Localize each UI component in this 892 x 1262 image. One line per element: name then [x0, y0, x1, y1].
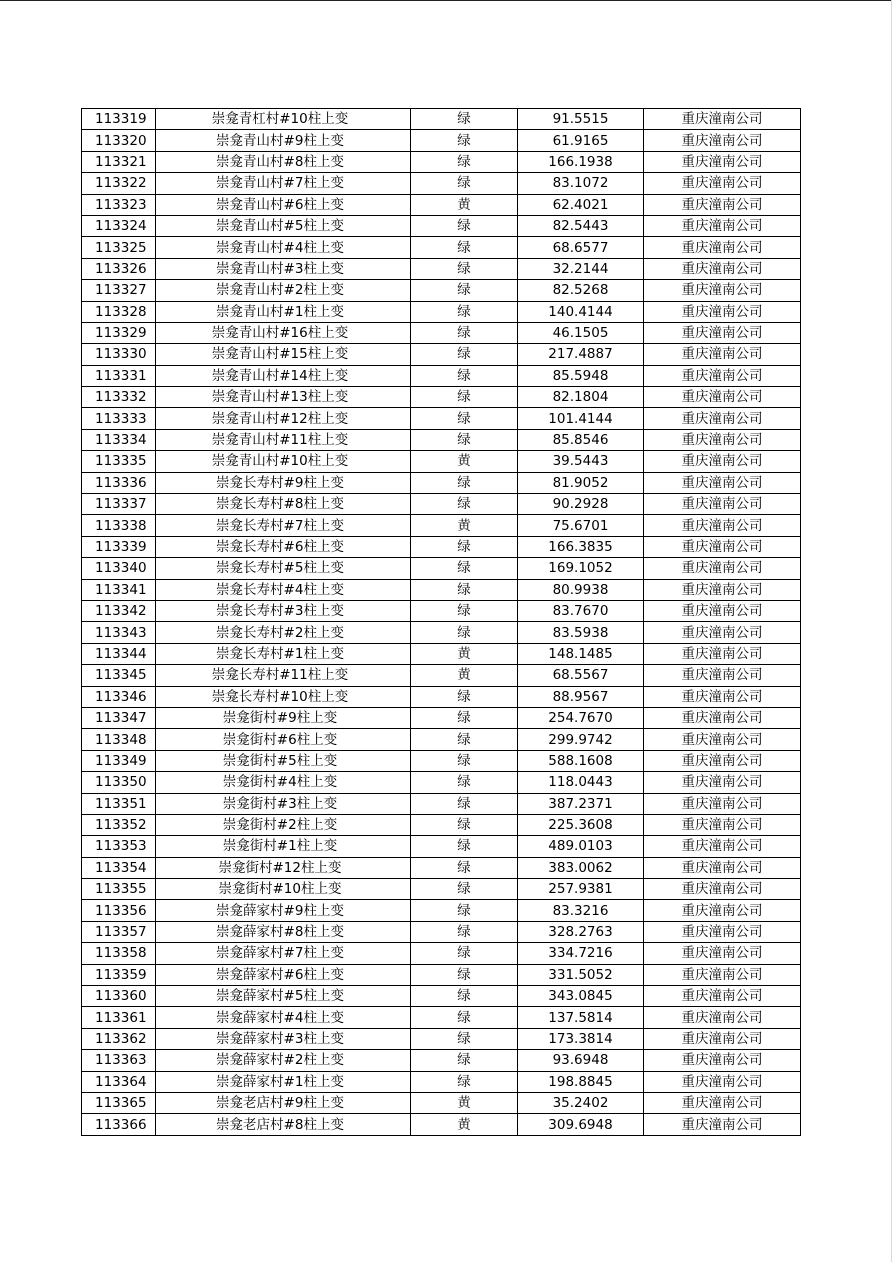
cell-status: 绿	[411, 1071, 518, 1092]
cell-transformer-name: 崇龛青山村#7柱上变	[156, 173, 411, 194]
cell-transformer-name: 崇龛青山村#13柱上变	[156, 387, 411, 408]
cell-value: 90.2928	[518, 494, 644, 515]
cell-company: 重庆潼南公司	[644, 536, 801, 557]
cell-company: 重庆潼南公司	[644, 344, 801, 365]
cell-company: 重庆潼南公司	[644, 921, 801, 942]
table-row	[82, 280, 801, 301]
cell-transformer-name: 崇龛青山村#16柱上变	[156, 322, 411, 343]
cell-id: 113365	[82, 1092, 156, 1113]
cell-status: 黄	[411, 1114, 518, 1135]
cell-value: 83.1072	[518, 173, 644, 194]
cell-id: 113321	[82, 151, 156, 172]
table-row	[82, 921, 801, 942]
cell-id: 113342	[82, 600, 156, 621]
cell-transformer-name: 崇龛街村#10柱上变	[156, 879, 411, 900]
cell-transformer-name: 崇龛长寿村#5柱上变	[156, 558, 411, 579]
cell-transformer-name: 崇龛长寿村#2柱上变	[156, 622, 411, 643]
table-row	[82, 686, 801, 707]
cell-transformer-name: 崇龛青山村#10柱上变	[156, 451, 411, 472]
cell-id: 113356	[82, 900, 156, 921]
cell-status: 黄	[411, 194, 518, 215]
cell-transformer-name: 崇龛青山村#12柱上变	[156, 408, 411, 429]
cell-company: 重庆潼南公司	[644, 943, 801, 964]
cell-status: 黄	[411, 665, 518, 686]
cell-company: 重庆潼南公司	[644, 879, 801, 900]
cell-id: 113366	[82, 1114, 156, 1135]
cell-company: 重庆潼南公司	[644, 857, 801, 878]
cell-value: 148.1485	[518, 643, 644, 664]
cell-id: 113347	[82, 707, 156, 728]
cell-transformer-name: 崇龛青山村#11柱上变	[156, 429, 411, 450]
cell-id: 113333	[82, 408, 156, 429]
cell-company: 重庆潼南公司	[644, 772, 801, 793]
cell-id: 113320	[82, 130, 156, 151]
cell-company: 重庆潼南公司	[644, 472, 801, 493]
cell-transformer-name: 崇龛青山村#2柱上变	[156, 280, 411, 301]
cell-id: 113350	[82, 772, 156, 793]
table-row	[82, 258, 801, 279]
cell-value: 137.5814	[518, 1007, 644, 1028]
table-row	[82, 429, 801, 450]
cell-transformer-name: 崇龛街村#3柱上变	[156, 793, 411, 814]
cell-id: 113331	[82, 365, 156, 386]
cell-transformer-name: 崇龛街村#1柱上变	[156, 836, 411, 857]
table-row	[82, 365, 801, 386]
cell-value: 257.9381	[518, 879, 644, 900]
cell-id: 113332	[82, 387, 156, 408]
cell-value: 343.0845	[518, 986, 644, 1007]
cell-value: 83.7670	[518, 600, 644, 621]
table-row	[82, 322, 801, 343]
table-row	[82, 1007, 801, 1028]
cell-status: 绿	[411, 729, 518, 750]
cell-transformer-name: 崇龛薛家村#1柱上变	[156, 1071, 411, 1092]
table-row	[82, 814, 801, 835]
cell-id: 113319	[82, 109, 156, 130]
cell-status: 绿	[411, 344, 518, 365]
table-row	[82, 494, 801, 515]
table-row	[82, 387, 801, 408]
cell-id: 113348	[82, 729, 156, 750]
cell-id: 113358	[82, 943, 156, 964]
cell-status: 绿	[411, 943, 518, 964]
table-row	[82, 793, 801, 814]
cell-company: 重庆潼南公司	[644, 429, 801, 450]
cell-id: 113337	[82, 494, 156, 515]
cell-transformer-name: 崇龛长寿村#6柱上变	[156, 536, 411, 557]
cell-company: 重庆潼南公司	[644, 1050, 801, 1071]
table-row	[82, 194, 801, 215]
table-row	[82, 600, 801, 621]
cell-status: 黄	[411, 515, 518, 536]
cell-value: 198.8845	[518, 1071, 644, 1092]
cell-value: 254.7670	[518, 707, 644, 728]
cell-company: 重庆潼南公司	[644, 729, 801, 750]
cell-company: 重庆潼南公司	[644, 258, 801, 279]
cell-id: 113364	[82, 1071, 156, 1092]
cell-status: 绿	[411, 1007, 518, 1028]
table-row	[82, 173, 801, 194]
cell-transformer-name: 崇龛薛家村#6柱上变	[156, 964, 411, 985]
cell-value: 93.6948	[518, 1050, 644, 1071]
cell-company: 重庆潼南公司	[644, 515, 801, 536]
cell-id: 113327	[82, 280, 156, 301]
cell-value: 85.5948	[518, 365, 644, 386]
cell-id: 113335	[82, 451, 156, 472]
cell-company: 重庆潼南公司	[644, 1114, 801, 1135]
cell-value: 39.5443	[518, 451, 644, 472]
cell-transformer-name: 崇龛青山村#6柱上变	[156, 194, 411, 215]
cell-id: 113323	[82, 194, 156, 215]
cell-status: 绿	[411, 964, 518, 985]
cell-status: 绿	[411, 258, 518, 279]
cell-value: 166.3835	[518, 536, 644, 557]
table-row	[82, 1114, 801, 1135]
cell-value: 82.5268	[518, 280, 644, 301]
table-row	[82, 943, 801, 964]
cell-id: 113345	[82, 665, 156, 686]
cell-status: 绿	[411, 558, 518, 579]
cell-company: 重庆潼南公司	[644, 643, 801, 664]
cell-status: 绿	[411, 857, 518, 878]
cell-company: 重庆潼南公司	[644, 194, 801, 215]
cell-id: 113341	[82, 579, 156, 600]
table-row	[82, 151, 801, 172]
table-row	[82, 750, 801, 771]
cell-status: 绿	[411, 622, 518, 643]
cell-value: 101.4144	[518, 408, 644, 429]
cell-id: 113346	[82, 686, 156, 707]
cell-id: 113362	[82, 1028, 156, 1049]
cell-status: 绿	[411, 900, 518, 921]
cell-id: 113353	[82, 836, 156, 857]
cell-id: 113338	[82, 515, 156, 536]
cell-id: 113349	[82, 750, 156, 771]
cell-company: 重庆潼南公司	[644, 1071, 801, 1092]
cell-company: 重庆潼南公司	[644, 387, 801, 408]
transformer-table	[81, 108, 801, 1136]
cell-company: 重庆潼南公司	[644, 793, 801, 814]
cell-company: 重庆潼南公司	[644, 836, 801, 857]
cell-status: 绿	[411, 387, 518, 408]
cell-value: 35.2402	[518, 1092, 644, 1113]
cell-company: 重庆潼南公司	[644, 494, 801, 515]
table-row	[82, 130, 801, 151]
cell-transformer-name: 崇龛薛家村#8柱上变	[156, 921, 411, 942]
cell-id: 113325	[82, 237, 156, 258]
cell-status: 绿	[411, 109, 518, 130]
cell-id: 113343	[82, 622, 156, 643]
table-row	[82, 772, 801, 793]
cell-status: 绿	[411, 600, 518, 621]
cell-company: 重庆潼南公司	[644, 707, 801, 728]
cell-value: 140.4144	[518, 301, 644, 322]
cell-status: 绿	[411, 772, 518, 793]
cell-transformer-name: 崇龛薛家村#2柱上变	[156, 1050, 411, 1071]
cell-company: 重庆潼南公司	[644, 130, 801, 151]
cell-transformer-name: 崇龛青山村#3柱上变	[156, 258, 411, 279]
cell-value: 331.5052	[518, 964, 644, 985]
cell-company: 重庆潼南公司	[644, 408, 801, 429]
cell-transformer-name: 崇龛长寿村#3柱上变	[156, 600, 411, 621]
cell-transformer-name: 崇龛青山村#15柱上变	[156, 344, 411, 365]
table-row	[82, 1050, 801, 1071]
cell-value: 88.9567	[518, 686, 644, 707]
cell-value: 387.2371	[518, 793, 644, 814]
table-row	[82, 579, 801, 600]
cell-value: 80.9938	[518, 579, 644, 600]
table-row	[82, 986, 801, 1007]
cell-company: 重庆潼南公司	[644, 173, 801, 194]
cell-transformer-name: 崇龛长寿村#10柱上变	[156, 686, 411, 707]
table-body	[82, 109, 801, 1136]
cell-status: 黄	[411, 643, 518, 664]
table-row	[82, 472, 801, 493]
cell-company: 重庆潼南公司	[644, 558, 801, 579]
table-row	[82, 215, 801, 236]
cell-id: 113324	[82, 215, 156, 236]
page-top-border	[0, 0, 892, 1]
cell-status: 绿	[411, 836, 518, 857]
cell-id: 113359	[82, 964, 156, 985]
table-row	[82, 622, 801, 643]
table-row	[82, 729, 801, 750]
cell-value: 489.0103	[518, 836, 644, 857]
table-row	[82, 879, 801, 900]
cell-transformer-name: 崇龛薛家村#5柱上变	[156, 986, 411, 1007]
cell-status: 绿	[411, 237, 518, 258]
cell-status: 绿	[411, 408, 518, 429]
cell-value: 68.6577	[518, 237, 644, 258]
cell-company: 重庆潼南公司	[644, 814, 801, 835]
table-row	[82, 900, 801, 921]
cell-transformer-name: 崇龛长寿村#1柱上变	[156, 643, 411, 664]
cell-company: 重庆潼南公司	[644, 451, 801, 472]
table-row	[82, 857, 801, 878]
cell-company: 重庆潼南公司	[644, 322, 801, 343]
table-row	[82, 408, 801, 429]
cell-company: 重庆潼南公司	[644, 900, 801, 921]
cell-value: 383.0062	[518, 857, 644, 878]
cell-id: 113355	[82, 879, 156, 900]
cell-value: 82.5443	[518, 215, 644, 236]
cell-id: 113329	[82, 322, 156, 343]
cell-value: 334.7216	[518, 943, 644, 964]
cell-value: 62.4021	[518, 194, 644, 215]
cell-status: 绿	[411, 750, 518, 771]
cell-company: 重庆潼南公司	[644, 579, 801, 600]
cell-company: 重庆潼南公司	[644, 750, 801, 771]
cell-status: 绿	[411, 986, 518, 1007]
cell-id: 113352	[82, 814, 156, 835]
cell-company: 重庆潼南公司	[644, 686, 801, 707]
cell-company: 重庆潼南公司	[644, 1092, 801, 1113]
cell-status: 绿	[411, 536, 518, 557]
table-row	[82, 665, 801, 686]
cell-company: 重庆潼南公司	[644, 1007, 801, 1028]
cell-id: 113354	[82, 857, 156, 878]
cell-status: 绿	[411, 280, 518, 301]
cell-status: 绿	[411, 215, 518, 236]
cell-id: 113330	[82, 344, 156, 365]
cell-company: 重庆潼南公司	[644, 986, 801, 1007]
cell-company: 重庆潼南公司	[644, 365, 801, 386]
cell-value: 68.5567	[518, 665, 644, 686]
table-row	[82, 643, 801, 664]
table-row	[82, 836, 801, 857]
cell-company: 重庆潼南公司	[644, 665, 801, 686]
table-row	[82, 1028, 801, 1049]
cell-transformer-name: 崇龛街村#5柱上变	[156, 750, 411, 771]
cell-status: 绿	[411, 301, 518, 322]
cell-transformer-name: 崇龛薛家村#4柱上变	[156, 1007, 411, 1028]
cell-id: 113344	[82, 643, 156, 664]
cell-company: 重庆潼南公司	[644, 1028, 801, 1049]
cell-status: 绿	[411, 130, 518, 151]
table-row	[82, 1092, 801, 1113]
table-row	[82, 964, 801, 985]
cell-value: 169.1052	[518, 558, 644, 579]
cell-transformer-name: 崇龛青山村#5柱上变	[156, 215, 411, 236]
cell-transformer-name: 崇龛青杠村#10柱上变	[156, 109, 411, 130]
cell-transformer-name: 崇龛青山村#8柱上变	[156, 151, 411, 172]
cell-value: 83.3216	[518, 900, 644, 921]
cell-value: 217.4887	[518, 344, 644, 365]
cell-company: 重庆潼南公司	[644, 301, 801, 322]
cell-id: 113357	[82, 921, 156, 942]
cell-transformer-name: 崇龛长寿村#7柱上变	[156, 515, 411, 536]
cell-value: 328.2763	[518, 921, 644, 942]
cell-value: 46.1505	[518, 322, 644, 343]
cell-transformer-name: 崇龛青山村#4柱上变	[156, 237, 411, 258]
table-row	[82, 301, 801, 322]
cell-value: 225.3608	[518, 814, 644, 835]
cell-status: 绿	[411, 707, 518, 728]
cell-value: 309.6948	[518, 1114, 644, 1135]
cell-transformer-name: 崇龛青山村#14柱上变	[156, 365, 411, 386]
cell-value: 75.6701	[518, 515, 644, 536]
cell-value: 118.0443	[518, 772, 644, 793]
table-row	[82, 344, 801, 365]
cell-transformer-name: 崇龛薛家村#7柱上变	[156, 943, 411, 964]
cell-id: 113334	[82, 429, 156, 450]
cell-transformer-name: 崇龛青山村#1柱上变	[156, 301, 411, 322]
cell-company: 重庆潼南公司	[644, 600, 801, 621]
cell-transformer-name: 崇龛老店村#9柱上变	[156, 1092, 411, 1113]
cell-value: 83.5938	[518, 622, 644, 643]
cell-transformer-name: 崇龛长寿村#11柱上变	[156, 665, 411, 686]
cell-id: 113326	[82, 258, 156, 279]
cell-value: 588.1608	[518, 750, 644, 771]
cell-company: 重庆潼南公司	[644, 280, 801, 301]
cell-company: 重庆潼南公司	[644, 237, 801, 258]
cell-id: 113328	[82, 301, 156, 322]
cell-status: 绿	[411, 1050, 518, 1071]
table-row	[82, 451, 801, 472]
cell-transformer-name: 崇龛街村#4柱上变	[156, 772, 411, 793]
cell-transformer-name: 崇龛街村#9柱上变	[156, 707, 411, 728]
cell-status: 绿	[411, 472, 518, 493]
table-row	[82, 536, 801, 557]
cell-value: 85.8546	[518, 429, 644, 450]
cell-status: 黄	[411, 451, 518, 472]
cell-transformer-name: 崇龛街村#2柱上变	[156, 814, 411, 835]
cell-transformer-name: 崇龛老店村#8柱上变	[156, 1114, 411, 1135]
cell-id: 113340	[82, 558, 156, 579]
table-row	[82, 109, 801, 130]
cell-value: 173.3814	[518, 1028, 644, 1049]
cell-company: 重庆潼南公司	[644, 151, 801, 172]
cell-id: 113336	[82, 472, 156, 493]
cell-transformer-name: 崇龛长寿村#9柱上变	[156, 472, 411, 493]
cell-value: 91.5515	[518, 109, 644, 130]
cell-status: 绿	[411, 322, 518, 343]
cell-transformer-name: 崇龛街村#12柱上变	[156, 857, 411, 878]
cell-transformer-name: 崇龛街村#6柱上变	[156, 729, 411, 750]
cell-transformer-name: 崇龛青山村#9柱上变	[156, 130, 411, 151]
table-row	[82, 707, 801, 728]
cell-company: 重庆潼南公司	[644, 964, 801, 985]
cell-status: 绿	[411, 921, 518, 942]
cell-id: 113322	[82, 173, 156, 194]
cell-id: 113360	[82, 986, 156, 1007]
cell-transformer-name: 崇龛薛家村#3柱上变	[156, 1028, 411, 1049]
cell-id: 113351	[82, 793, 156, 814]
cell-value: 32.2144	[518, 258, 644, 279]
cell-status: 绿	[411, 1028, 518, 1049]
cell-status: 绿	[411, 429, 518, 450]
cell-status: 绿	[411, 579, 518, 600]
cell-company: 重庆潼南公司	[644, 109, 801, 130]
cell-transformer-name: 崇龛长寿村#8柱上变	[156, 494, 411, 515]
cell-status: 绿	[411, 686, 518, 707]
table-row	[82, 515, 801, 536]
cell-id: 113363	[82, 1050, 156, 1071]
cell-status: 绿	[411, 151, 518, 172]
cell-value: 299.9742	[518, 729, 644, 750]
cell-value: 61.9165	[518, 130, 644, 151]
cell-company: 重庆潼南公司	[644, 622, 801, 643]
cell-value: 166.1938	[518, 151, 644, 172]
cell-value: 81.9052	[518, 472, 644, 493]
cell-id: 113361	[82, 1007, 156, 1028]
cell-status: 绿	[411, 879, 518, 900]
cell-transformer-name: 崇龛薛家村#9柱上变	[156, 900, 411, 921]
cell-id: 113339	[82, 536, 156, 557]
table-row	[82, 558, 801, 579]
cell-status: 绿	[411, 814, 518, 835]
cell-status: 绿	[411, 173, 518, 194]
cell-value: 82.1804	[518, 387, 644, 408]
cell-status: 绿	[411, 494, 518, 515]
cell-status: 绿	[411, 365, 518, 386]
cell-transformer-name: 崇龛长寿村#4柱上变	[156, 579, 411, 600]
table-row	[82, 237, 801, 258]
cell-status: 绿	[411, 793, 518, 814]
table-row	[82, 1071, 801, 1092]
cell-company: 重庆潼南公司	[644, 215, 801, 236]
cell-status: 黄	[411, 1092, 518, 1113]
